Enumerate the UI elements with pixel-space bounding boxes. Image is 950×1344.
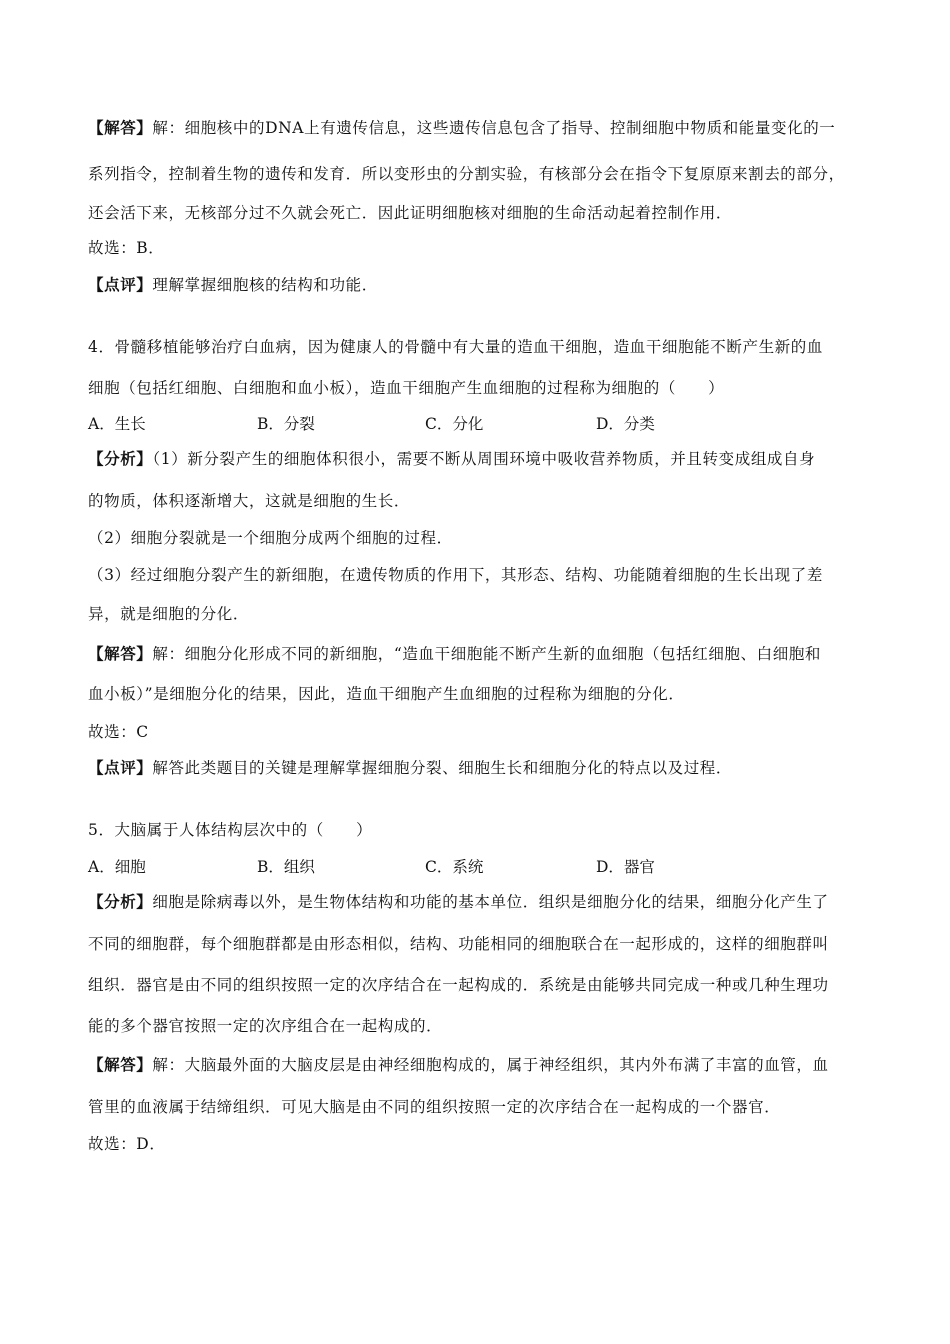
q5-option-a: A．细胞 (88, 858, 146, 876)
q3-choice: 故选：B． (88, 239, 165, 257)
q4-analysis-line-2: 的物质，体积逐渐增大，这就是细胞的生长． (88, 492, 411, 510)
q5-stem: 5．大脑属于人体结构层次中的（ ） (88, 821, 373, 839)
comment-tag: 【点评】 (88, 275, 153, 294)
q4-option-b: B．分裂 (257, 415, 315, 433)
q3-comment: 【点评】理解掌握细胞核的结构和功能． (88, 275, 378, 294)
q3-answer-line-1: 【解答】解：细胞核中的DNA上有遗传信息，这些遗传信息包含了指导、控制细胞中物质和能量变化的一 (88, 118, 836, 137)
q4-answer-line-1: 【解答】解：细胞分化形成不同的新细胞，“造血干细胞能不断产生新的血细胞（包括红细胞、白细胞和 (88, 644, 822, 663)
q5-answer-line-2: 管里的血液属于结缔组织．可见大脑是由不同的组织按照一定的次序结合在一起构成的一个器官． (88, 1098, 781, 1116)
q3-answer-line-3: 还会活下来，无核部分过不久就会死亡．因此证明细胞核对细胞的生命活动起着控制作用． (88, 204, 733, 222)
q5-option-c: C．系统 (425, 858, 484, 876)
q4-analysis-line-3: （2）细胞分裂就是一个细胞分成两个细胞的过程． (88, 529, 453, 547)
analysis-tag: 【分析】 (88, 892, 153, 911)
q4-option-a: A．生长 (88, 415, 146, 433)
q5-choice: 故选：D． (88, 1135, 166, 1153)
q5-option-d: D．器官 (596, 858, 655, 876)
answer-tag: 【解答】 (88, 1055, 153, 1074)
q4-analysis-line-1: 【分析】（1）新分裂产生的细胞体积很小，需要不断从周围环境中吸收营养物质，并且转变成组成自身 (88, 449, 816, 468)
q4-analysis-line-5: 异，就是细胞的分化． (88, 605, 250, 623)
q5-analysis-line-4: 能的多个器官按照一定的次序组合在一起构成的． (88, 1017, 443, 1035)
q3-answer-line-2: 系列指令，控制着生物的遗传和发育．所以变形虫的分割实验，有核部分会在指令下复原原来割去的部分， (88, 165, 845, 183)
analysis-tag: 【分析】 (88, 449, 153, 468)
q5-analysis-line-2: 不同的细胞群，每个细胞群都是由形态相似，结构、功能相同的细胞联合在一起形成的，这样的细胞群叫 (88, 935, 829, 953)
q4-stem-line-1: 4．骨髓移植能够治疗白血病，因为健康人的骨髓中有大量的造血干细胞，造血干细胞能不断产生新的血 (88, 338, 823, 356)
q5-option-b: B．组织 (257, 858, 315, 876)
q4-comment: 【点评】解答此类题目的关键是理解掌握细胞分裂、细胞生长和细胞分化的特点以及过程． (88, 758, 733, 777)
q4-option-d: D．分类 (596, 415, 655, 433)
comment-tag: 【点评】 (88, 758, 153, 777)
q4-choice: 故选：C (88, 723, 149, 741)
q4-answer-line-2: 血小板）”是细胞分化的结果，因此，造血干细胞产生血细胞的过程称为细胞的分化． (88, 685, 685, 703)
q4-analysis-line-4: （3）经过细胞分裂产生的新细胞，在遗传物质的作用下，其形态、结构、功能随着细胞的生长出现了差 (88, 566, 823, 584)
answer-tag: 【解答】 (88, 644, 153, 663)
q5-analysis-line-3: 组织．器官是由不同的组织按照一定的次序结合在一起构成的．系统是由能够共同完成一种或几种生理功 (88, 976, 829, 994)
q4-option-c: C．分化 (425, 415, 484, 433)
q5-analysis-line-1: 【分析】细胞是除病毒以外，是生物体结构和功能的基本单位．组织是细胞分化的结果，细胞分化产生了 (88, 892, 829, 911)
q4-stem-line-2: 细胞（包括红细胞、白细胞和血小板），造血干细胞产生血细胞的过程称为细胞的（ ） (88, 379, 725, 397)
q5-answer-line-1: 【解答】解：大脑最外面的大脑皮层是由神经细胞构成的，属于神经组织，其内外布满了丰富的血管，血 (88, 1055, 829, 1074)
answer-tag: 【解答】 (88, 118, 153, 137)
